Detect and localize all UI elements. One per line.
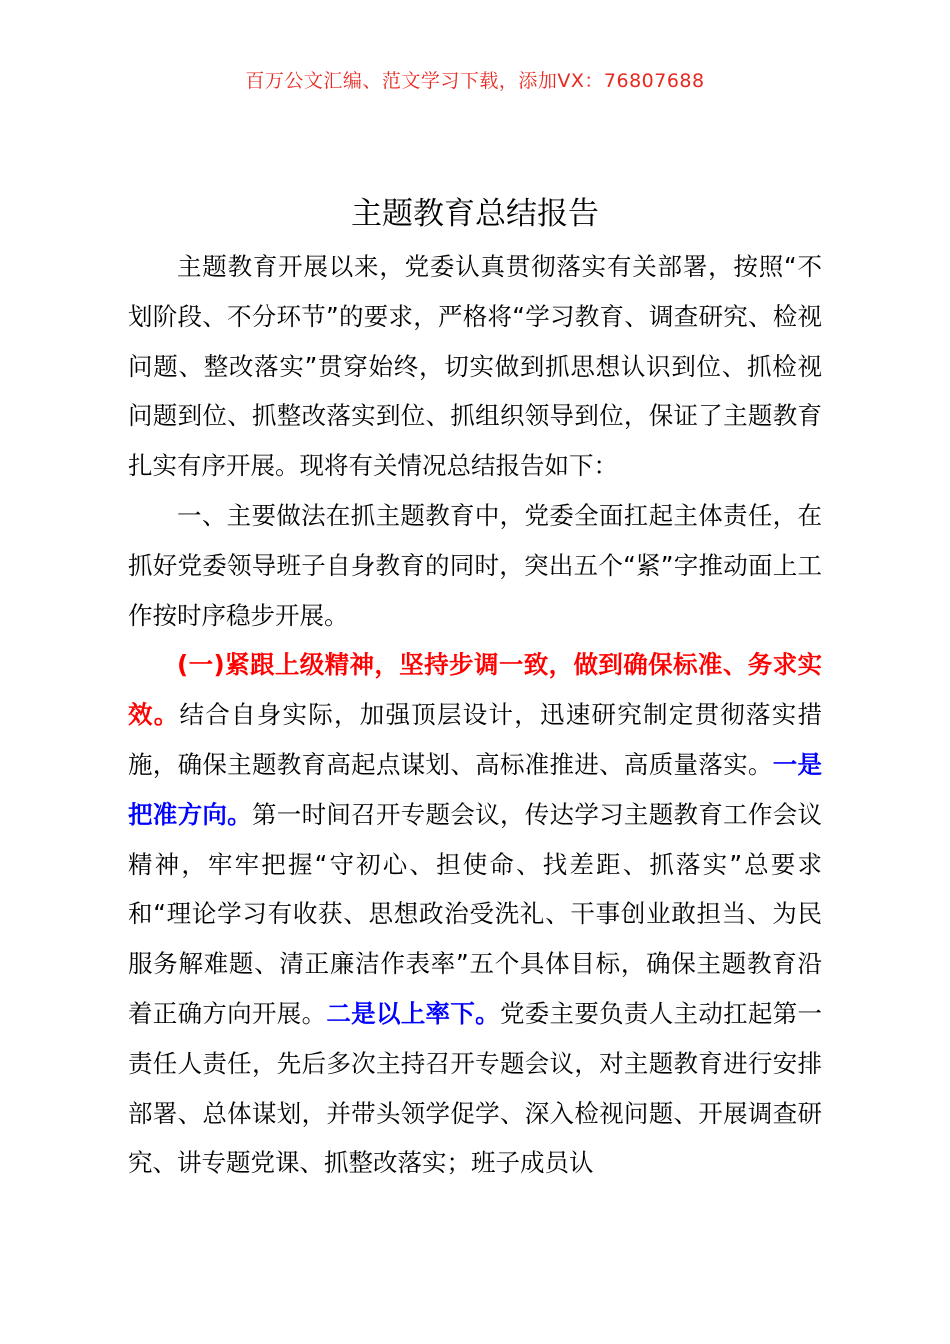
point-one-text: 结合自身实际，加强顶层设计，迅速研究制定贯彻落实措施，确保主题教育高起点谋划、高标准推进、高质量落实。 <box>128 700 822 779</box>
intro-paragraph: 主题教育开展以来，党委认真贯彻落实有关部署，按照“不划阶段、不分环节”的要求，严格将“学习教育、调查研究、检视问题、整改落实”贯穿始终，切实做到抓思想认识到位、抓检视问题到位、抓整改落实到位、抓组织领导到位，保证了主题教育扎实有序开展。现将有关情况总结报告如下： <box>128 252 822 481</box>
sub-point-two-heading: 二是以上率下。 <box>326 998 500 1028</box>
sub-point-two-text: 党委主要负责人主动扛起第一责任人责任，先后多次主持召开专题会议，对主题教育进行安排部署、总体谋划，并带头领学促学、深入检视问题、开展调查研究、讲专题党课、抓整改落实；班子成员认 <box>128 998 823 1178</box>
document-title: 主题教育总结报告 <box>351 196 599 232</box>
sub-point-one-heading: 一是把准方向。 <box>128 749 822 829</box>
sub-point-one-text: 第一时间召开专题会议，传达学习主题教育工作会议精神，牢牢把握“守初心、担使命、找差距、抓落实”总要求和“理论学习有收获、思想政治受洗礼、干事创业敢担当、为民服务解难题、清正廉洁作表率”五个具体目标，确保主题教育沿着正确方向开展。 <box>128 799 823 1028</box>
section-one-paragraph: 一、主要做法在抓主题教育中，党委全面扛起主体责任，在抓好党委领导班子自身教育的同时，突出五个“紧”字推动面上工作按时序稳步开展。 <box>128 500 822 630</box>
header-note: 百万公文汇编、范文学习下载，添加VX：76807688 <box>245 70 705 92</box>
document-body <box>128 242 822 1188</box>
point-one-paragraph <box>128 640 822 1188</box>
point-one-heading: (一)紧跟上级精神，坚持步调一致，做到确保标准、务求实效。 <box>128 650 822 730</box>
